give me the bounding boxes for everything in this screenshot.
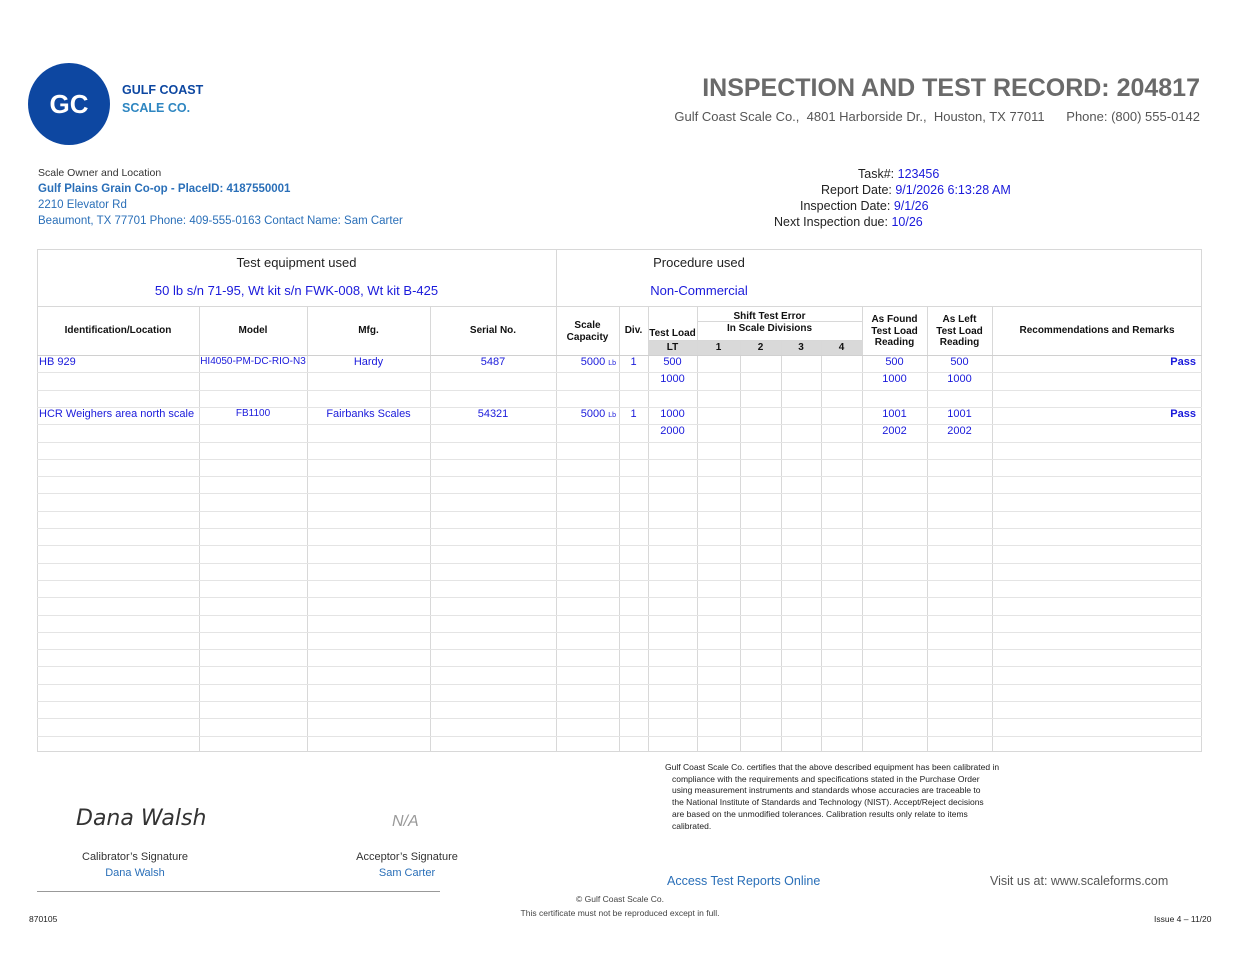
certification-statement (665, 762, 1005, 832)
logo-text-line2: SCALE CO. (122, 101, 191, 115)
owner-label: Scale Owner and Location (38, 167, 162, 179)
task-number: Task#: 123456 (858, 167, 940, 181)
cell-serial: 54321 (477, 408, 509, 420)
col-header-model: Model (238, 325, 268, 336)
next-inspection-date: Next Inspection due: 10/26 (774, 215, 923, 229)
cell-capacity (556, 425, 616, 437)
col-header-id: Identification/Location (64, 325, 172, 336)
calibrator-signature: Dana Walsh (76, 806, 207, 831)
cell-id: HCR Weighers area north scale (39, 408, 195, 420)
certification-line: compliance with the requirements and specifications stated in the Purchase Order (672, 773, 980, 784)
owner-name: Gulf Plains Grain Co-op - PlaceID: 4187550001 (38, 183, 291, 195)
page-title: INSPECTION AND TEST RECORD: 204817 (702, 74, 1200, 102)
cell-div: 1 (630, 408, 637, 420)
equipment-label: Test equipment used (236, 255, 357, 270)
certification-line: using measurement instruments and standards whose accuracies are traceable to (672, 785, 981, 796)
cell-found: 1000 (882, 373, 907, 385)
owner-city-line: Beaumont, TX 77701 Phone: 409-555-0163 Contact Name: Sam Carter (38, 215, 403, 227)
unit-label: Lb (608, 360, 616, 367)
cell-load: 500 (663, 356, 682, 368)
col-header-capacity: Scale Capacity (566, 320, 609, 343)
acceptor-label: Acceptor’s Signature (356, 851, 458, 863)
company-logo (28, 63, 110, 145)
procedure-value: Non-Commercial (650, 283, 748, 298)
col-header-lt: LT (666, 342, 679, 353)
company-city: Houston, TX 77011 (933, 109, 1045, 124)
certification-line: calibrated. (672, 820, 712, 831)
access-reports-link[interactable]: Access Test Reports Online (667, 874, 821, 888)
cell-left: 1001 (947, 408, 972, 420)
certification-line: Gulf Coast Scale Co. certifies that the above described equipment has been calibrated in (665, 762, 1000, 772)
acceptor-name: Sam Carter (378, 867, 436, 879)
cell-found: 1001 (882, 408, 907, 420)
form-number: 870105 (29, 914, 58, 924)
cell-load: 1000 (660, 373, 685, 385)
cell-load: 2000 (660, 425, 685, 437)
calibrator-label: Calibrator’s Signature (82, 851, 188, 863)
issue-number: Issue 4 – 11/20 (1154, 914, 1212, 924)
cell-remark: Pass (1170, 408, 1196, 420)
certification-line: are based on the unmodified tolerances. Calibration results only relate to items (672, 808, 968, 819)
cell-left: 500 (950, 356, 969, 368)
owner-street: 2210 Elevator Rd (38, 199, 127, 211)
inspection-date: Inspection Date: 9/1/26 (800, 199, 929, 213)
cell-id: HB 929 (39, 356, 76, 368)
test-record-table (37, 249, 1202, 752)
equipment-value: 50 lb s/n 71-95, Wt kit s/n FWK-008, Wt kit B-425 (154, 283, 439, 298)
col-header-as-left: As Left Test Load Reading (936, 314, 983, 348)
cell-capacity (556, 373, 616, 385)
cell-found: 2002 (882, 425, 907, 437)
signature-divider (37, 891, 440, 892)
cell-left: 1000 (947, 373, 972, 385)
cell-mfg: Fairbanks Scales (326, 408, 411, 420)
col-header-shift-3: 3 (798, 342, 804, 353)
logo-initials: GC (49, 88, 89, 119)
cell-mfg: Hardy (353, 356, 384, 368)
website-text: Visit us at: www.scaleforms.com (990, 874, 1169, 888)
company-contact-line (674, 109, 1200, 124)
company-address: 4801 Harborside Dr., (806, 109, 927, 124)
cell-model: HI4050-PM-DC-RIO-N3 (200, 356, 306, 367)
cell-capacity: 5000 Lb (580, 356, 616, 368)
col-header-shift: Shift Test Error In Scale Divisions (726, 311, 813, 334)
reproduction-notice: This certificate must not be reproduced except in full. (520, 908, 720, 918)
certification-line: the National Institute of Standards and Technology (NIST). Accept/Reject decisions (672, 797, 984, 808)
col-header-div: Div. (624, 325, 643, 336)
unit-label: Lb (608, 412, 616, 419)
col-header-serial: Serial No. (469, 325, 517, 336)
cell-model: FB1100 (235, 408, 271, 419)
col-header-shift-1: 1 (715, 342, 722, 353)
procedure-label: Procedure used (653, 255, 745, 270)
cell-found: 500 (885, 356, 904, 368)
company-name: Gulf Coast Scale Co., (674, 109, 800, 124)
logo-text-line1: GULF COAST (122, 83, 204, 97)
company-phone: Phone: (800) 555-0142 (1066, 109, 1200, 124)
cell-remark: Pass (1170, 356, 1196, 368)
acceptor-signature: N/A (392, 813, 419, 830)
cell-left: 2002 (947, 425, 972, 437)
cell-load: 1000 (660, 408, 685, 420)
col-header-testload: Test Load (649, 328, 696, 339)
calibrator-name: Dana Walsh (105, 867, 165, 879)
col-header-remarks: Recommendations and Remarks (1019, 325, 1175, 336)
cell-div: 1 (630, 356, 637, 368)
cell-serial: 5487 (480, 356, 506, 368)
col-header-mfg: Mfg. (358, 325, 379, 336)
col-header-shift-4: 4 (838, 342, 845, 353)
col-header-as-found: As Found Test Load Reading (871, 314, 918, 348)
copyright: © Gulf Coast Scale Co. (576, 894, 664, 904)
col-header-shift-2: 2 (757, 342, 764, 353)
report-date: Report Date: 9/1/2026 6:13:28 AM (821, 183, 1011, 197)
owner-block (38, 165, 403, 229)
cell-capacity: 5000 Lb (580, 408, 616, 420)
